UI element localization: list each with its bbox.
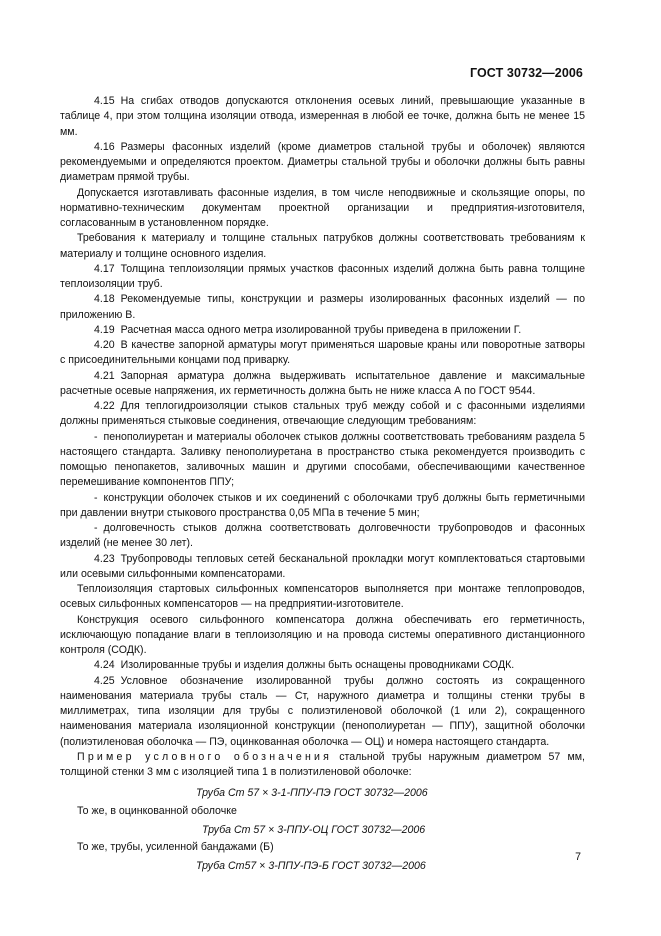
paragraph-text: Запорная арматура должна выдерживать испытательное давление и максимальные расчетные осевые напряжения, их герметичность должна быть не ниже класса А по ГОСТ 9544. bbox=[60, 369, 585, 397]
paragraph-note-fittings bbox=[60, 186, 585, 232]
example-text: стальной трубы наружным диаметром 57 мм, толщиной стенки 3 мм с изоляцией типа 1 в полиэтиленовой оболочке: bbox=[60, 750, 585, 778]
list-dash: - bbox=[94, 491, 98, 504]
list-item bbox=[60, 430, 585, 491]
paragraph-note-material bbox=[60, 231, 585, 262]
clause-number: 4.17 bbox=[94, 262, 115, 275]
list-item bbox=[60, 521, 585, 552]
designation-formula: Труба Ст57 × 3-ППУ-ПЭ-Б ГОСТ 30732—2006 bbox=[196, 860, 426, 873]
paragraph-4-17 bbox=[60, 262, 585, 293]
clause-number: 4.21 bbox=[94, 369, 115, 382]
list-item-text: долговечность стыков должна соответствовать долговечности трубопроводов и фасонных изделий (не менее 30 лет). bbox=[60, 522, 585, 550]
list-dash: - bbox=[94, 522, 98, 534]
paragraph-4-18 bbox=[60, 292, 585, 323]
list-dash: - bbox=[94, 430, 98, 443]
list-item-text: пенополиуретан и материалы оболочек стыков должны соответствовать требованиям раздела 5 настоящего стандарта. Заливку пенополиуретана в пространство стыка рекомендуется производить с помощью пенопакетов, заливочных машин и другими способами, обеспечивающими качественное перемешивание компонентов ППУ; bbox=[60, 430, 585, 489]
paragraph-text: Рекомендуемые типы, конструкции и размеры изолированных фасонных изделий — по приложению В. bbox=[60, 293, 585, 321]
paragraph-text: На сгибах отводов допускаются отклонения осевых линий, превышающие указанные в таблице 4, при этом толщина изоляции отвода, измеренная в любой ее точке, должна быть не менее 15 мм. bbox=[60, 95, 585, 138]
list-item-text: конструкции оболочек стыков и их соединений с оболочками труб должны быть герметичными при давлении внутри стыкового пространства 0,05 МПа в течение 5 мин; bbox=[60, 491, 585, 519]
clause-number: 4.24 bbox=[94, 659, 115, 672]
clause-number: 4.22 bbox=[94, 400, 115, 412]
clause-number: 4.23 bbox=[94, 552, 115, 565]
paragraph-text: Условное обозначение изолированной трубы должно состоять из сокращенного наименования материала трубы сталь — Ст, наружного диаметра и толщины стенки трубы в миллиметрах, типа изоляции для трубы с полиэтиленовой оболочкой (1 или 2), сокращенного наименования материала изоляционной конструкции (пенополиуретан — ППУ), защитной оболочки (полиэтиленовая оболочка — ПЭ, оцинкованная оболочка — ОЦ) и номера настоящего стандарта. bbox=[60, 674, 585, 748]
clause-number: 4.18 bbox=[94, 293, 115, 306]
paragraph-4-16 bbox=[60, 140, 585, 186]
paragraph-text: Трубопроводы тепловых сетей бесканальной прокладки могут комплектоваться стартовыми или осевыми сильфонными компенсаторами. bbox=[60, 552, 585, 580]
paragraph-text: Изолированные трубы и изделия должны быть оснащены проводниками СОДК. bbox=[120, 659, 515, 672]
paragraph-text: Конструкция осевого сильфонного компенсатора должна обеспечивать его герметичность, исключающую попадание влаги в теплоизоляцию и на провода системы оперативного дистанционного контроля (СОДК). bbox=[60, 613, 585, 656]
document-header: ГОСТ 30732—2006 bbox=[469, 66, 583, 80]
example-label: Пример условного обозначения bbox=[77, 750, 333, 763]
paragraph-4-24 bbox=[60, 658, 585, 673]
designation-formula: Труба Ст 57 × 3-ППУ-ОЦ ГОСТ 30732—2006 bbox=[202, 823, 426, 836]
paragraph-4-25 bbox=[60, 674, 585, 750]
paragraph-4-21 bbox=[60, 369, 585, 400]
designation-formula: Труба Ст 57 × 3-1-ППУ-ПЭ ГОСТ 30732—2006 bbox=[196, 787, 428, 800]
paragraph-4-19 bbox=[60, 323, 585, 338]
paragraph-4-20 bbox=[60, 338, 585, 369]
clause-number: 4.19 bbox=[94, 323, 115, 336]
paragraph-4-22 bbox=[60, 399, 585, 430]
paragraph-text: Толщина теплоизоляции прямых участков фасонных изделий должна быть равна толщине теплоизоляции труб. bbox=[60, 262, 585, 290]
example-note: То же, в оцинкованной оболочке bbox=[77, 804, 237, 817]
paragraph-text: Теплоизоляция стартовых сильфонных компенсаторов выполняется при монтаже теплопроводов, осевых сильфонных компенсаторов — на предприятии-изготовителе. bbox=[60, 583, 585, 611]
paragraph-note-bellows bbox=[60, 613, 585, 659]
clause-number: 4.20 bbox=[94, 339, 115, 351]
paragraph-text: Требования к материалу и толщине стальных патрубков должны соответствовать требованиям к материалу и толщине основного изделия. bbox=[60, 232, 585, 260]
paragraph-text: В качестве запорной арматуры могут применяться шаровые краны или поворотные затворы с присоединительными концами под приварку. bbox=[60, 339, 585, 367]
clause-number: 4.15 bbox=[94, 95, 115, 107]
page-number: 7 bbox=[575, 851, 581, 863]
clause-number: 4.25 bbox=[94, 674, 115, 687]
paragraph-text: Для теплогидроизоляции стыков стальных труб между собой и с фасонными изделиями должны применяться стыковые соединения, отвечающие следующим требованиям: bbox=[60, 400, 585, 428]
example-note: То же, трубы, усиленной бандажами (Б) bbox=[77, 841, 274, 853]
paragraph-text: Допускается изготавливать фасонные изделия, в том числе неподвижные и скользящие опоры, по нормативно-техническим документам проектной организации и предприятия-изготовителя, согласованным в установленном порядке. bbox=[60, 186, 585, 229]
paragraph-4-23 bbox=[60, 552, 585, 583]
document-body bbox=[60, 94, 585, 875]
clause-number: 4.16 bbox=[94, 140, 115, 153]
example-paragraph bbox=[60, 750, 585, 781]
paragraph-text: Расчетная масса одного метра изолированной трубы приведена в приложении Г. bbox=[120, 323, 522, 336]
list-item bbox=[60, 491, 585, 522]
paragraph-4-15 bbox=[60, 94, 585, 140]
paragraph-text: Размеры фасонных изделий (кроме диаметров стальной трубы и оболочек) являются рекомендуемыми и определяются проектом. Диаметры стальной трубы и оболочки должны быть равны диаметрам прямой трубы. bbox=[60, 140, 585, 184]
paragraph-note-compensators bbox=[60, 582, 585, 613]
